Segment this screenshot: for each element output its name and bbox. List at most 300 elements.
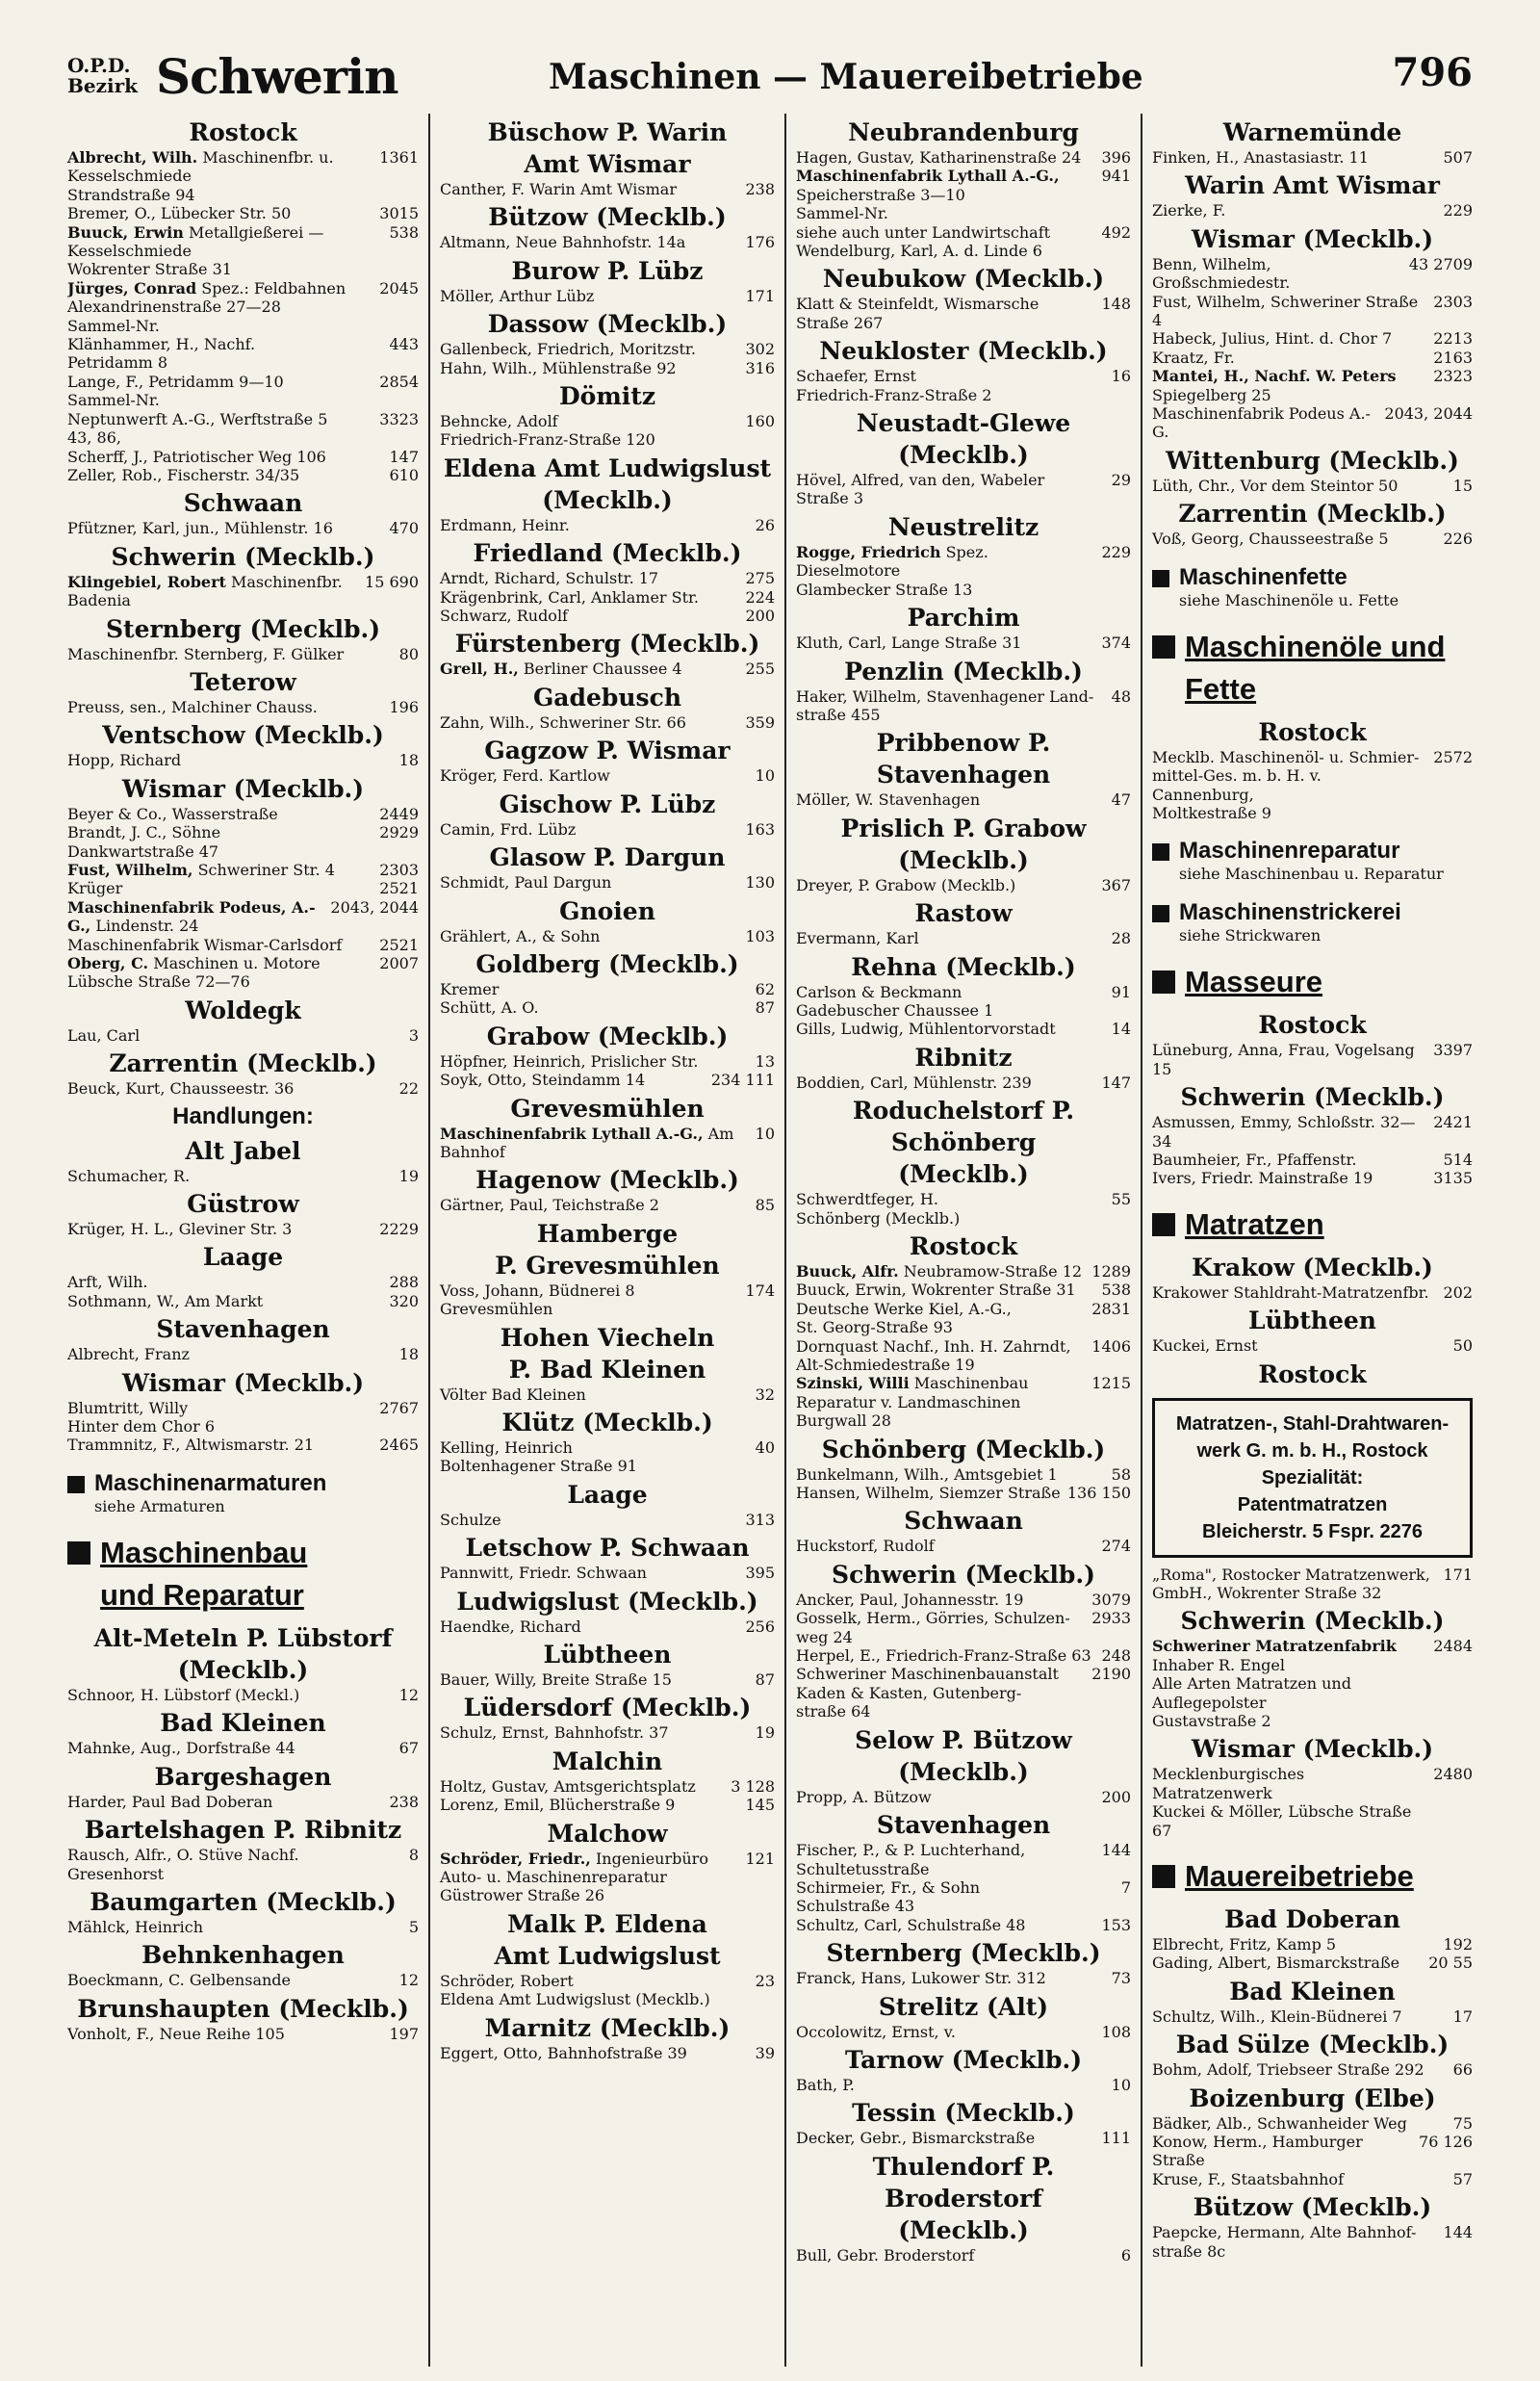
phone-number: 2229 bbox=[379, 1220, 419, 1239]
category-name: Maschinenreparatur bbox=[1179, 838, 1400, 865]
phone-number: 144 bbox=[1443, 2223, 1473, 2242]
phone-number: 10 bbox=[755, 1124, 775, 1143]
listing-entry bbox=[796, 1020, 1131, 1038]
square-bullet-icon bbox=[67, 1541, 90, 1565]
listing-details: Kluth, Carl, Lange Straße 31 bbox=[796, 634, 1022, 653]
place-heading: Neubukow (Mecklb.) bbox=[822, 265, 1105, 294]
place-heading: Schwerin (Mecklb.) bbox=[111, 542, 375, 571]
listing-entry bbox=[796, 1281, 1131, 1299]
phone-number: 16 bbox=[1111, 367, 1131, 386]
listing-text bbox=[1152, 748, 1427, 823]
listing-details: Neubramow-Straße 12 bbox=[903, 1261, 1083, 1281]
listing-text bbox=[796, 929, 1106, 947]
listing-entry bbox=[1152, 530, 1473, 548]
phone-number: 147 bbox=[1101, 1073, 1131, 1092]
listing-text bbox=[67, 879, 373, 897]
listing-details: Kelling, Heinrich Boltenhagener Straße 91 bbox=[440, 1437, 637, 1476]
phone-number: 40 bbox=[755, 1437, 775, 1457]
listing-text bbox=[1152, 2170, 1448, 2188]
listing-text bbox=[796, 295, 1095, 332]
listing-entry bbox=[1152, 2133, 1473, 2170]
listing-text bbox=[440, 998, 750, 1017]
category-heading bbox=[1152, 961, 1473, 1003]
listing-details: Kraatz, Fr. bbox=[1152, 348, 1235, 367]
phone-number: 5 bbox=[408, 1917, 419, 1936]
place-heading: Glasow P. Dargun bbox=[489, 843, 726, 872]
listing-name: Schweriner Matratzenfabrik bbox=[1152, 1637, 1397, 1656]
place-heading: Pribbenow P. Stavenhagen bbox=[876, 729, 1051, 789]
district-city: Schwerin bbox=[156, 48, 398, 105]
listing-text bbox=[67, 1739, 394, 1757]
place-heading: Hagenow (Mecklb.) bbox=[475, 1166, 739, 1195]
phone-number: 2484 bbox=[1433, 1637, 1473, 1656]
category-heading bbox=[67, 1532, 419, 1617]
listing-entry bbox=[796, 295, 1131, 332]
listing-entry bbox=[796, 983, 1131, 1021]
listing-text bbox=[67, 898, 324, 936]
listing-text bbox=[67, 751, 394, 769]
category-name: Mauereibetriebe bbox=[1185, 1859, 1414, 1894]
place-heading: Laage bbox=[567, 1480, 648, 1509]
listing-entry bbox=[1152, 477, 1473, 495]
listing-details: Pannwitt, Friedr. Schwaan bbox=[440, 1564, 647, 1583]
listing-entry bbox=[796, 1074, 1131, 1092]
listing-entry bbox=[440, 766, 775, 785]
listing-text bbox=[67, 223, 383, 279]
listing-details: Am Bahnhof bbox=[440, 1124, 734, 1161]
phone-number: 514 bbox=[1443, 1150, 1473, 1169]
listing-text bbox=[67, 1686, 394, 1704]
listing-text bbox=[796, 148, 1095, 167]
section-title: Maschinen — Mauereibetriebe bbox=[549, 57, 1143, 97]
place-heading: Neukloster (Mecklb.) bbox=[819, 337, 1108, 366]
listing-entry bbox=[1152, 1765, 1473, 1840]
listing-entry bbox=[796, 1337, 1131, 1375]
place-heading: Stavenhagen bbox=[156, 1315, 330, 1344]
listing-details: Schaefer, Ernst Friedrich-Franz-Straße 2 bbox=[796, 367, 992, 404]
category-heading bbox=[1152, 564, 1473, 610]
listing-details: Eggert, Otto, Bahnhofstraße 39 bbox=[440, 2043, 687, 2062]
phone-number: 136 150 bbox=[1066, 1484, 1131, 1503]
place-heading: Ludwigslust (Mecklb.) bbox=[456, 1587, 758, 1616]
listing-text bbox=[796, 1969, 1106, 1987]
place-heading: Bad Sülze (Mecklb.) bbox=[1175, 2031, 1450, 2059]
place-heading: Klütz (Mecklb.) bbox=[501, 1408, 713, 1436]
phone-number: 12 bbox=[398, 1685, 419, 1704]
listing-text bbox=[796, 1537, 1095, 1555]
place-heading: Ribnitz bbox=[914, 1043, 1013, 1072]
phone-number: 18 bbox=[398, 751, 419, 770]
listing-entry bbox=[1152, 2170, 1473, 2188]
place-heading: Dömitz bbox=[558, 382, 656, 411]
listing-details: Klänhammer, H., Nachf. Petridamm 8 bbox=[67, 335, 256, 373]
place-heading: Letschow P. Schwaan bbox=[465, 1534, 750, 1563]
listing-text bbox=[796, 2023, 1095, 2041]
category-text bbox=[1185, 626, 1445, 711]
listing-details: Bremer, O., Lübecker Str. 50 bbox=[67, 204, 292, 223]
phone-number: 2449 bbox=[379, 804, 419, 823]
listing-entry bbox=[67, 204, 419, 222]
phone-number: 274 bbox=[1101, 1537, 1131, 1556]
listing-text bbox=[1152, 1151, 1437, 1169]
phone-number: 12 bbox=[398, 1971, 419, 1990]
phone-number: 202 bbox=[1443, 1282, 1473, 1302]
place-heading: Zarrentin (Mecklb.) bbox=[109, 1049, 377, 1078]
listing-entry bbox=[440, 660, 775, 678]
phone-number: 2007 bbox=[379, 954, 419, 972]
place-heading: Malchow bbox=[547, 1819, 668, 1848]
phone-number: 23 bbox=[755, 1971, 775, 1990]
place-heading: Burow P. Lübz bbox=[511, 256, 704, 285]
phone-number: 275 bbox=[745, 569, 775, 588]
phone-number: 174 bbox=[745, 1281, 775, 1300]
listing-text bbox=[440, 412, 739, 450]
place-heading: Wismar (Mecklb.) bbox=[1191, 224, 1434, 253]
listing-details: Beyer & Co., Wasserstraße bbox=[67, 804, 278, 823]
listing-entry bbox=[1152, 2223, 1473, 2261]
listing-text bbox=[1152, 1765, 1427, 1840]
place-heading: Lübtheen bbox=[1248, 1307, 1376, 1335]
listing-name: Szinski, Willi bbox=[796, 1374, 910, 1393]
place-heading: Schwerin (Mecklb.) bbox=[1180, 1083, 1445, 1112]
listing-entry bbox=[440, 516, 775, 534]
listing-text bbox=[67, 2025, 383, 2043]
phone-number: 121 bbox=[745, 1849, 775, 1868]
listing-entry bbox=[1152, 293, 1473, 330]
phone-number: 13 bbox=[755, 1051, 775, 1071]
listing-entry bbox=[1152, 2007, 1473, 2026]
listing-details: Berliner Chaussee 4 bbox=[523, 660, 682, 679]
listing-text bbox=[796, 1281, 1095, 1299]
listing-entry bbox=[67, 1436, 419, 1454]
listing-details: Preuss, sen., Malchiner Chauss. bbox=[67, 697, 318, 716]
place-heading: Rostock bbox=[1258, 1011, 1367, 1040]
listing-text bbox=[440, 873, 739, 892]
listing-entry bbox=[440, 713, 775, 732]
listing-text bbox=[67, 861, 373, 879]
phone-number: 2521 bbox=[379, 879, 419, 898]
listing-details: Deutsche Werke Kiel, A.-G., St. Georg-Straße 93 bbox=[796, 1299, 1012, 1337]
listing-entry bbox=[796, 1878, 1131, 1916]
listing-entry bbox=[440, 1723, 775, 1742]
listing-details: Lindenstr. 24 bbox=[95, 917, 199, 936]
listing-text bbox=[440, 927, 739, 945]
phone-number: 55 bbox=[1111, 1190, 1131, 1209]
listing-details: Canther, F. Warin Amt Wismar bbox=[440, 180, 677, 198]
category-name: Maschinenfette bbox=[1179, 563, 1348, 590]
listing-entry bbox=[796, 543, 1131, 599]
listing-entry bbox=[67, 519, 419, 537]
listing-text bbox=[440, 1385, 750, 1404]
listing-details: Habeck, Julius, Hint. d. Chor 7 bbox=[1152, 329, 1393, 349]
listing-entry bbox=[1152, 2114, 1473, 2133]
listing-details: Huckstorf, Rudolf bbox=[796, 1537, 935, 1556]
listing-text bbox=[67, 805, 373, 823]
listing-name: Buuck, Erwin bbox=[67, 222, 184, 242]
listing-details: Hagen, Gustav, Katharinenstraße 24 bbox=[796, 148, 1082, 167]
listing-details: Mecklenburgisches Matratzenwerk Kuckei & Möller, Lübsche Straße 67 bbox=[1152, 1765, 1412, 1840]
category-heading bbox=[67, 1470, 419, 1516]
category-text bbox=[94, 1470, 326, 1516]
listing-text bbox=[796, 1190, 1106, 1228]
listing-text bbox=[67, 698, 383, 716]
place-heading: Rostock bbox=[189, 118, 297, 146]
listing-text bbox=[440, 340, 739, 358]
listing-entry bbox=[440, 927, 775, 945]
listing-details: Lorenz, Emil, Blücherstraße 9 bbox=[440, 1796, 676, 1815]
place-heading: Boizenburg (Elbe) bbox=[1189, 2083, 1436, 2112]
place-heading: Tessin (Mecklb.) bbox=[852, 2099, 1075, 2128]
phone-number: 395 bbox=[745, 1564, 775, 1583]
listing-text bbox=[796, 1788, 1095, 1806]
listing-entry bbox=[67, 1739, 419, 1757]
listing-text bbox=[440, 588, 739, 607]
listing-details: Paepcke, Hermann, Alte Bahnhof- straße 8c bbox=[1152, 2223, 1417, 2261]
listing-entry bbox=[440, 2044, 775, 2062]
listing-text bbox=[1152, 2114, 1448, 2133]
place-heading: Gnoien bbox=[559, 896, 655, 925]
listing-details: Asmussen, Emmy, Schloßstr. 32—34 bbox=[1152, 1113, 1416, 1151]
listing-details: Voß, Georg, Chausseestraße 5 bbox=[1152, 530, 1389, 549]
listing-text bbox=[67, 1273, 383, 1291]
phone-number: 26 bbox=[755, 515, 775, 534]
listing-entry bbox=[67, 1971, 419, 1989]
listing-details: Hövel, Alfred, van den, Wabeler Straße 3 bbox=[796, 471, 1045, 508]
square-bullet-icon bbox=[1152, 905, 1169, 922]
phone-number: 2045 bbox=[379, 278, 419, 298]
listing-text bbox=[796, 223, 1095, 261]
phone-number: 374 bbox=[1101, 634, 1131, 653]
phone-number: 359 bbox=[745, 712, 775, 732]
listing-details: Gallenbeck, Friedrich, Moritzstr. bbox=[440, 340, 696, 359]
category-text bbox=[100, 1532, 307, 1617]
listing-entry bbox=[67, 573, 419, 610]
listing-entry bbox=[440, 340, 775, 358]
listing-details: Mählck, Heinrich bbox=[67, 1917, 204, 1936]
phone-number: 367 bbox=[1101, 875, 1131, 894]
listing-details: Camin, Frd. Lübz bbox=[440, 819, 577, 839]
listing-entry bbox=[67, 1793, 419, 1811]
listing-entry bbox=[67, 223, 419, 279]
listing-text bbox=[67, 1026, 403, 1045]
listing-text bbox=[440, 2044, 750, 2062]
listing-details: Zeller, Rob., Fischerstr. 34/35 bbox=[67, 465, 300, 484]
phone-number: 111 bbox=[1101, 2129, 1131, 2148]
place-heading: Bad Kleinen bbox=[160, 1709, 326, 1738]
phone-number: 2323 bbox=[1433, 367, 1473, 386]
listing-details: Pfützner, Karl, jun., Mühlenstr. 16 bbox=[67, 519, 333, 538]
phone-number: 87 bbox=[755, 998, 775, 1018]
phone-number: 238 bbox=[389, 1792, 419, 1811]
see-also-note: siehe Maschinenöle u. Fette bbox=[1179, 590, 1399, 609]
listing-text bbox=[796, 1665, 1086, 1721]
phone-number: 443 bbox=[389, 335, 419, 354]
listing-text bbox=[440, 1511, 739, 1529]
listing-text bbox=[796, 1074, 1095, 1092]
listing-text bbox=[440, 1196, 750, 1214]
phone-number: 32 bbox=[755, 1385, 775, 1404]
listing-text bbox=[440, 569, 739, 587]
phone-number: 2213 bbox=[1433, 329, 1473, 349]
phone-number: 19 bbox=[398, 1166, 419, 1185]
listing-text bbox=[1152, 1935, 1437, 1954]
listing-text bbox=[440, 820, 739, 839]
listing-details: Neptunwerft A.-G., Werftstraße 5 43, 86, bbox=[67, 409, 328, 448]
listing-details: Spiegelberg 25 bbox=[1152, 385, 1271, 404]
listing-entry bbox=[796, 1665, 1131, 1721]
listing-text bbox=[440, 1796, 739, 1814]
listing-entry bbox=[796, 634, 1131, 652]
listing-details: Buuck, Erwin, Wokrenter Straße 31 bbox=[796, 1281, 1076, 1300]
listing-text bbox=[440, 233, 739, 251]
place-heading: Grevesmühlen bbox=[510, 1094, 705, 1123]
listing-entry bbox=[440, 287, 775, 305]
phone-number: 396 bbox=[1101, 148, 1131, 167]
listing-details: Arndt, Richard, Schulstr. 17 bbox=[440, 569, 659, 588]
listing-text bbox=[440, 1071, 706, 1089]
listing-text bbox=[1152, 1954, 1423, 1972]
place-heading: Krakow (Mecklb.) bbox=[1192, 1253, 1433, 1281]
listing-details: Haendke, Richard bbox=[440, 1617, 581, 1636]
listing-text bbox=[440, 1564, 739, 1582]
phone-number: 57 bbox=[1452, 2169, 1473, 2188]
phone-number: 147 bbox=[389, 447, 419, 466]
listing-details: Krüger bbox=[67, 879, 123, 898]
place-heading: Alt-Meteln P. Lübstorf (Mecklb.) bbox=[93, 1623, 393, 1684]
listing-text bbox=[1152, 148, 1437, 167]
phone-number: 507 bbox=[1443, 148, 1473, 167]
listing-entry bbox=[796, 1484, 1131, 1502]
phone-number: 302 bbox=[745, 340, 775, 359]
phone-number: 229 bbox=[1101, 542, 1131, 561]
listing-text bbox=[67, 645, 394, 663]
listing-details: Schulze bbox=[440, 1510, 501, 1529]
listing-details: Schnoor, H. Lübstorf (Meckl.) bbox=[67, 1685, 300, 1704]
listing-text bbox=[796, 367, 1106, 404]
place-heading: Bützow (Mecklb.) bbox=[488, 203, 727, 232]
phone-number: 171 bbox=[745, 286, 775, 305]
listing-entry bbox=[1152, 748, 1473, 823]
listing-entry bbox=[796, 876, 1131, 894]
listing-details: Erdmann, Heinr. bbox=[440, 515, 570, 534]
listing-details: Boeckmann, C. Gelbensande bbox=[67, 1971, 291, 1990]
place-heading: Rostock bbox=[1258, 1359, 1367, 1388]
listing-entry bbox=[796, 367, 1131, 404]
phone-number: 229 bbox=[1443, 201, 1473, 220]
listing-text bbox=[67, 1436, 373, 1454]
listing-entry bbox=[1152, 1566, 1473, 1603]
listing-text bbox=[67, 519, 383, 537]
listing-entry bbox=[67, 645, 419, 663]
listing-details: „Roma", Rostocker Matratzenwerk, GmbH., Wokrenter Straße 32 bbox=[1152, 1565, 1430, 1602]
listing-name: Maschinenfabrik Lythall A.-G., bbox=[796, 167, 1060, 186]
place-heading: Behnkenhagen bbox=[141, 1941, 345, 1970]
listing-details: Ingenieurbüro Auto- u. Maschinenreparatur Güstrower Straße 26 bbox=[440, 1849, 708, 1905]
listing-details: Schulz, Ernst, Bahnhofstr. 37 bbox=[440, 1723, 669, 1743]
subsection-heading: Handlungen: bbox=[172, 1102, 314, 1129]
listing-entry bbox=[440, 412, 775, 450]
phone-number: 2303 bbox=[379, 860, 419, 879]
listing-details: Benn, Wilhelm, Großschmiedestr. bbox=[1152, 254, 1291, 293]
listing-details: Holtz, Gustav, Amtsgerichtsplatz bbox=[440, 1776, 696, 1796]
listing-details: Maschinenbau Reparatur v. Landmaschinen Burgwall 28 bbox=[796, 1374, 1029, 1431]
phone-number: 10 bbox=[755, 766, 775, 786]
listing-details: Völter Bad Kleinen bbox=[440, 1385, 586, 1404]
phone-number: 6 bbox=[1120, 2245, 1131, 2265]
place-heading: Ventschow (Mecklb.) bbox=[102, 721, 384, 750]
listing-entry bbox=[796, 1262, 1131, 1281]
listing-details: Speicherstraße 3—10 Sammel-Nr. bbox=[796, 185, 965, 223]
place-heading: Schwaan bbox=[904, 1507, 1023, 1536]
place-heading: Schönberg (Mecklb.) bbox=[821, 1435, 1106, 1463]
listing-entry bbox=[796, 2023, 1131, 2041]
phone-number: 196 bbox=[389, 697, 419, 716]
phone-number: 2480 bbox=[1433, 1765, 1473, 1784]
listing-details: Mecklb. Maschinenöl- u. Schmier- mittel-Ges. m. b. H. v. Cannenburg, Moltkestraße 9 bbox=[1152, 747, 1420, 822]
place-heading: Hohen Viecheln P. Bad Kleinen bbox=[500, 1323, 715, 1384]
phone-number: 248 bbox=[1101, 1646, 1131, 1666]
listing-name: Mantei, H., Nachf. W. Peters bbox=[1152, 367, 1397, 386]
listing-details: Hahn, Wilh., Mühlenstraße 92 bbox=[440, 358, 677, 377]
listing-entry bbox=[796, 167, 1131, 222]
listing-details: Lüneburg, Anna, Frau, Vogelsang 15 bbox=[1152, 1041, 1415, 1078]
listing-text bbox=[67, 335, 383, 373]
listing-text bbox=[67, 466, 383, 484]
listing-text bbox=[796, 167, 1095, 222]
listing-details: Schweriner Maschinenbauanstalt Kaden & Kasten, Gutenberg- straße 64 bbox=[796, 1665, 1059, 1721]
bezirk-label: Bezirk bbox=[67, 74, 138, 97]
listing-text bbox=[796, 876, 1095, 894]
category-name: Maschinenöle und Fette bbox=[1185, 629, 1446, 706]
listing-details: Krakower Stahldraht-Matratzenfbr. bbox=[1152, 1282, 1429, 1302]
listing-text bbox=[67, 1971, 394, 1989]
place-heading: Dassow (Mecklb.) bbox=[487, 310, 728, 339]
listing-details: Höpfner, Heinrich, Prislicher Str. bbox=[440, 1051, 699, 1071]
place-heading: Rostock bbox=[909, 1231, 1018, 1260]
place-heading: Penzlin (Mecklb.) bbox=[844, 657, 1083, 686]
category-text bbox=[1179, 899, 1401, 945]
listing-details: Kremer bbox=[440, 979, 500, 998]
listing-entry bbox=[1152, 1113, 1473, 1151]
square-bullet-icon bbox=[67, 1476, 85, 1493]
phone-number: 3079 bbox=[1091, 1590, 1131, 1609]
phone-number: 2929 bbox=[379, 823, 419, 842]
phone-number: 148 bbox=[1101, 295, 1131, 314]
listing-entry bbox=[1152, 1169, 1473, 1187]
listing-entry bbox=[1152, 404, 1473, 442]
listing-text bbox=[796, 1300, 1086, 1337]
phone-number: 1361 bbox=[379, 148, 419, 167]
listing-details: Dornquast Nachf., Inh. H. Zahrndt, Alt-Schmiedestraße 19 bbox=[796, 1336, 1071, 1374]
listing-entry bbox=[440, 607, 775, 625]
phone-number: 28 bbox=[1111, 929, 1131, 948]
listing-text bbox=[67, 448, 383, 466]
listing-details: Fischer, P., & P. Luchterhand, Schultetusstraße bbox=[796, 1841, 1026, 1878]
category-name: Matratzen bbox=[1185, 1206, 1324, 1241]
listing-text bbox=[796, 1465, 1106, 1484]
listing-entry bbox=[67, 879, 419, 897]
category-heading bbox=[1152, 838, 1473, 884]
listing-details: Schultz, Wilh., Klein-Büdnerei 7 bbox=[1152, 2006, 1402, 2026]
listing-details: Albrecht, Franz bbox=[67, 1345, 190, 1364]
listing-text bbox=[440, 1438, 750, 1476]
listing-details: Arft, Wilh. bbox=[67, 1273, 148, 1292]
listing-details: Inhaber R. Engel Alle Arten Matratzen und Auflegepolster Gustavstraße 2 bbox=[1152, 1655, 1351, 1730]
listing-entry bbox=[1152, 1151, 1473, 1169]
square-bullet-icon bbox=[1152, 1865, 1175, 1888]
listing-text bbox=[796, 1609, 1086, 1646]
place-heading: Bad Doberan bbox=[1224, 1905, 1400, 1934]
